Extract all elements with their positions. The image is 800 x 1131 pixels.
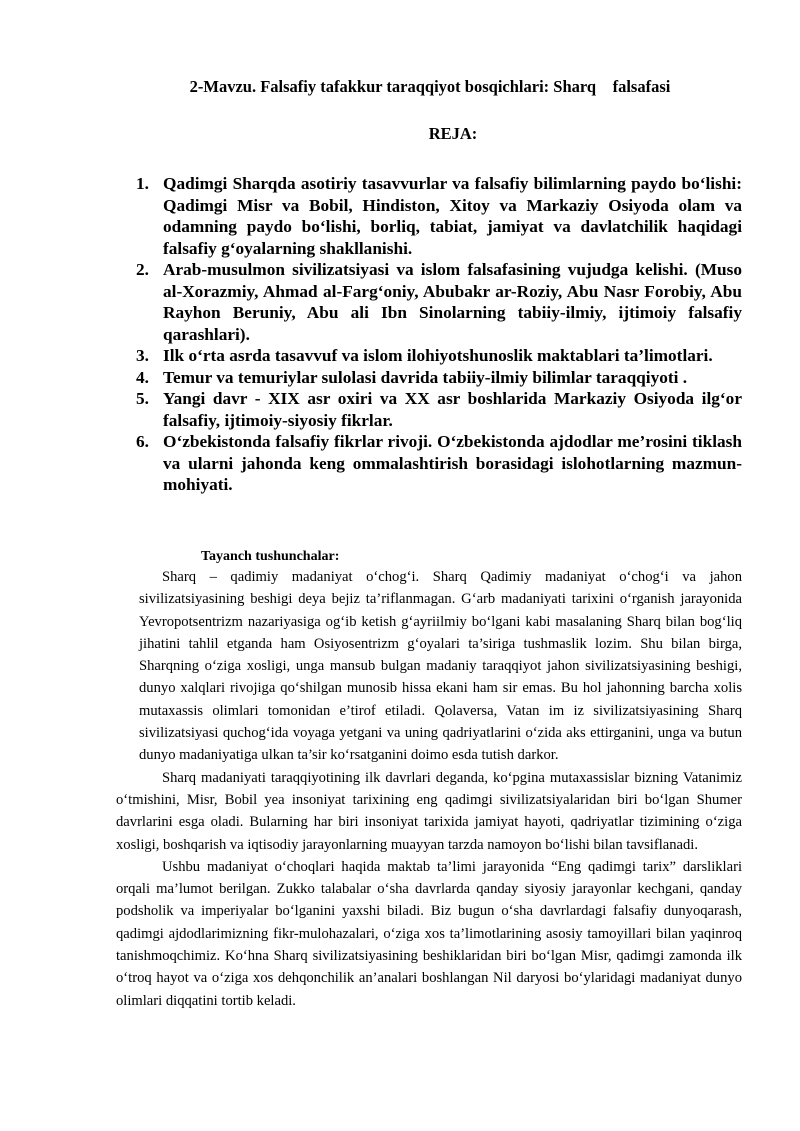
page-title: 2-Mavzu. Falsafiy tafakkur taraqqiyot bosqichlari: Sharq falsafasi [189, 77, 671, 96]
plan-item-text: Yangi davr - XIX asr oxiri va XX asr boshlarida Markaziy Osiyoda ilg‘or falsafiy, ijtimoiy-siyosiy fikrlar. [163, 389, 742, 430]
plan-item-text: O‘zbekistonda falsafiy fikrlar rivoji. O‘zbekistonda ajdodlar me’rosini tiklash va ularni jahonda keng ommalashtirish borasidagi islohotlarning mazmun-mohiyati. [163, 432, 742, 494]
plan-item-text: Arab-musulmon sivilizatsiyasi va islom falsafasining vujudga kelishi. (Muso al-Xorazmiy, Ahmad al-Farg‘oniy, Abubakr ar-Roziy, Abu Nasr Forobiy, Abu Rayhon Beruniy, Abu ali Ibn Sinolarning tabiiy-ilmiy, ijtimoiy falsafiy qarashlari). [163, 260, 742, 344]
plan-heading: REJA: [428, 124, 478, 143]
plan-item [126, 388, 742, 431]
concepts-heading: Tayanch tushunchalar: [201, 549, 340, 564]
plan-item [126, 431, 742, 496]
plan-item-text: Qadimgi Sharqda asotiriy tasavvurlar va falsafiy bilimlarning paydo bo‘lishi: Qadimgi Misr va Bobil, Hindiston, Xitoy va Markaziy Osiyoda olam va odamning paydo bo‘lishi, borliq, tabiat, jamiyat va davlatchilik haqidagi falsafiy g‘oyalarning shakllanishi. [163, 174, 742, 258]
plan-item [126, 173, 742, 259]
body-text [116, 566, 742, 1012]
plan-item-number: 6. [136, 432, 149, 451]
plan-item-text: Temur va temuriylar sulolasi davrida tabiiy-ilmiy bilimlar taraqqiyoti . [163, 367, 688, 387]
plan-item-number: 1. [136, 174, 149, 193]
plan-list [126, 173, 742, 496]
plan-item [126, 345, 742, 367]
plan-item [126, 259, 742, 345]
plan-item [126, 367, 742, 389]
plan-item-text: Ilk o‘rta asrda tasavvuf va islom ilohiyotshunoslik maktablari ta’limotlari. [163, 346, 713, 365]
paragraph: Sharq – qadimiy madaniyat o‘chog‘i. Sharq Qadimiy madaniyat o‘chog‘i va jahon sivilizatsiyasining beshigi deya bejiz ta’riflanmagan. G‘arb madaniyati tarixini o‘rganish jarayonida Yevropotsentrizm nazariyasiga og‘ib ketish g‘ayriilmiy bo‘lgani kabi masalaning Sharq bilan bog‘liq jihatini tahlil etganda ham Osiyosentrizm g‘oyalari ta’siriga tushmaslik lozim. Shu bilan birga, Sharqning o‘ziga xosligi, unga mansub bulgan madaniy taraqqiyot jahon sivilizatsiyasining beshigi, dunyo xalqlari rivojiga qo‘shilgan munosib hissa ekani ham sir emas. Bu hol jahonning barcha xolis mutaxassis olimlari tomonidan e’tirof etiladi. Qolaversa, Vatan im iz sivilizatsiyasining Sharq sivilizatsiyasi quchog‘ida voyaga yetgani va uning qadriyatlarini o‘zida aks ettirganini, unga va butun dunyo madaniyatiga ulkan ta’sir ko‘rsatganini doimo esda tutish darkor. [139, 569, 742, 764]
plan-item-number: 3. [136, 346, 149, 365]
plan-item-number: 2. [136, 260, 149, 279]
plan-item-number: 4. [136, 367, 149, 387]
plan-item-number: 5. [136, 389, 149, 408]
paragraph: Ushbu madaniyat o‘choqlari haqida maktab ta’limi jarayonida “Eng qadimgi tarix” darsliklari orqali ma’lumot berilgan. Zukko talabalar o‘sha davrlarda qanday siyosiy jarayonlar kechgani, qanday podsholik va imperiyalar bo‘lganini yaxshi biladi. Biz bugun o‘sha davrlardagi falsafiy dunyoqarash, qadimgi ajdodlarimizning fikr-mulohazalari, o‘ziga xos ta’limotlarining asosiy tamoyillari bilan yaqinroq tanishmoqchimiz. Ko‘hna Sharq sivilizatsiyasining beshiklaridan biri bo‘lgan Misr, qadimgi zamonda ilk o‘troq hayot va o‘ziga xos dehqonchilik an’analari boshlangan Nil daryosi bo‘ylaridagi madaniyat dunyo olimlari diqqatini tortib keladi. [116, 858, 742, 1009]
paragraph: Sharq madaniyati taraqqiyotining ilk davrlari deganda, ko‘pgina mutaxassislar bizning Vatanimiz o‘tmishini, Misr, Bobil yea insoniyat tarixining eng qadimgi sivilizatsiyalaridan biri bo‘lgan Shumer davrlarini esga oladi. Bularning har biri insoniyat tarixida jamiyat hayoti, qadriyatlar tizimining o‘ziga xosligi, boshqarish va iqtisodiy jarayonlarning muayyan tarzda namoyon bo‘lishi bilan tavsiflanadi. [116, 769, 742, 853]
